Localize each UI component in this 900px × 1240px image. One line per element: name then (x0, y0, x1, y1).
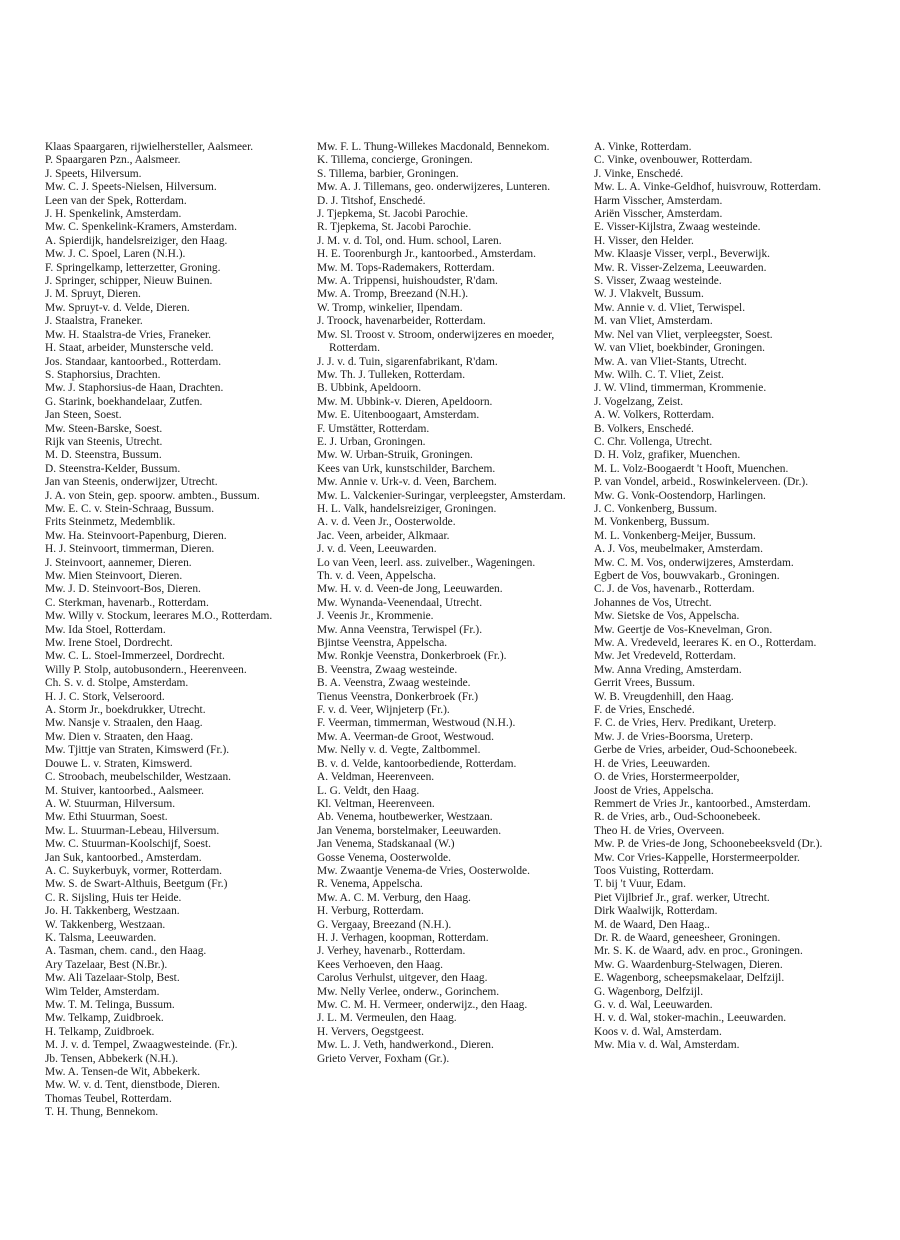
name-entry: F. Veerman, timmerman, Westwoud (N.H.). (317, 717, 516, 730)
name-entry: Mw. Steen-Barske, Soest. (45, 422, 163, 435)
name-list-column-2 (317, 141, 575, 1066)
name-entry: Ch. S. v. d. Stolpe, Amsterdam. (45, 677, 189, 690)
name-entry: M. L. Vonkenberg-Meijer, Bussum. (594, 529, 756, 542)
name-entry: P. van Vondel, arbeid., Roswinkelerveen. (Dr.). (594, 476, 809, 489)
name-entry: A. Veldman, Heerenveen. (317, 771, 435, 784)
name-entry: T. H. Thung, Bennekom. (45, 1106, 159, 1119)
name-entry: J. Veenis Jr., Krommenie. (317, 610, 434, 623)
name-entry: Mw. A. J. Tillemans, geo. onderwijzeres, Lunteren. (317, 181, 551, 194)
name-entry: Mw. Ha. Steinvoort-Papenburg, Dieren. (45, 529, 227, 542)
name-entry: D. Steenstra-Kelder, Bussum. (45, 462, 181, 475)
name-entry: Mw. C. Spenkelink-Kramers, Amsterdam. (45, 221, 237, 234)
name-entry: Wim Telder, Amsterdam. (45, 985, 160, 998)
name-entry: Jac. Veen, arbeider, Alkmaar. (317, 529, 450, 542)
name-entry: Ary Tazelaar, Best (N.Br.). (45, 958, 168, 971)
name-entry: Mw. Klaasje Visser, verpl., Beverwijk. (594, 248, 771, 261)
name-entry: Mw. Dien v. Straaten, den Haag. (45, 730, 194, 743)
name-entry: Mw. A. Trippensi, huishoudster, R'dam. (317, 275, 498, 288)
name-entry: Kl. Veltman, Heerenveen. (317, 797, 435, 810)
name-list-column-3 (594, 141, 876, 1053)
name-entry: W. J. Vlakvelt, Bussum. (594, 288, 704, 301)
name-entry: Mw. F. L. Thung-Willekes Macdonald, Bennekom. (317, 141, 550, 153)
name-entry: Thomas Teubel, Rotterdam. (45, 1092, 172, 1105)
name-entry: B. v. d. Velde, kantoorbediende, Rotterdam. (317, 757, 517, 770)
name-entry: H. L. Valk, handelsreiziger, Groningen. (317, 502, 497, 515)
name-entry: Mw. A. C. M. Verburg, den Haag. (317, 891, 471, 904)
name-entry: Mw. L. Valckenier-Suringar, verpleegster, Amsterdam. (317, 489, 566, 502)
name-entry: Mw. A. Vredeveld, leerares K. en O., Rotterdam. (594, 637, 817, 650)
name-entry: G. Vergaay, Breezand (N.H.). (317, 918, 452, 931)
name-entry: Mw. M. Ubbink-v. Dieren, Apeldoorn. (317, 395, 493, 408)
name-entry: B. Veenstra, Zwaag westeinde. (317, 663, 458, 676)
name-entry: Mw. Cor Vries-Kappelle, Horstermeerpolder. (594, 851, 800, 864)
name-entry: Mw. J. de Vries-Boorsma, Ureterp. (594, 730, 754, 743)
name-entry: C. R. Sijsling, Huis ter Heide. (45, 891, 182, 904)
name-entry: K. Tillema, concierge, Groningen. (317, 154, 473, 167)
name-entry: H. J. Steinvoort, timmerman, Dieren. (45, 543, 215, 556)
name-entry: F. Springelkamp, letterzetter, Groning. (45, 261, 221, 274)
name-entry: Mw. Annie v. Urk-v. d. Veen, Barchem. (317, 476, 497, 489)
name-entry: L. G. Veldt, den Haag. (317, 784, 420, 797)
name-entry: J. Springer, schipper, Nieuw Buinen. (45, 275, 213, 288)
name-entry: Mw. Nelly Verlee, onderw., Gorinchem. (317, 985, 500, 998)
name-entry: H. Telkamp, Zuidbroek. (45, 1025, 155, 1038)
name-entry: A. J. Vos, meubelmaker, Amsterdam. (594, 543, 764, 556)
name-entry: Mw. M. Tops-Rademakers, Rotterdam. (317, 261, 495, 274)
name-entry: M. de Waard, Den Haag.. (594, 918, 710, 931)
name-entry: R. Venema, Appelscha. (317, 878, 423, 891)
name-entry: S. Visser, Zwaag westeinde. (594, 275, 722, 288)
name-entry: Mw. E. Uitenboogaart, Amsterdam. (317, 409, 480, 422)
name-entry: G. Starink, boekhandelaar, Zutfen. (45, 395, 203, 408)
name-entry: Mw. C. M. H. Vermeer, onderwijz., den Haag. (317, 999, 528, 1011)
name-list-column-1 (45, 141, 307, 1120)
name-entry: Mw. Ida Stoel, Rotterdam. (45, 623, 166, 636)
name-entry: C. Stroobach, meubelschilder, Westzaan. (45, 771, 231, 784)
name-entry: Gerbe de Vries, arbeider, Oud-Schoonebeek. (594, 744, 798, 757)
name-entry: W. B. Vreugdenhill, den Haag. (594, 690, 734, 703)
name-entry: Remmert de Vries Jr., kantoorbed., Amsterdam. (594, 797, 811, 810)
name-entry: K. Talsma, Leeuwarden. (45, 931, 157, 944)
name-entry: Mw. J. Staphorsius-de Haan, Drachten. (45, 382, 224, 395)
name-entry: Mw. Sietske de Vos, Appelscha. (594, 610, 740, 623)
name-entry: W. van Vliet, boekbinder, Groningen. (594, 342, 766, 355)
name-entry: Mw. Mien Steinvoort, Dieren. (45, 570, 183, 582)
name-entry: P. Spaargaren Pzn., Aalsmeer. (45, 154, 181, 167)
name-entry: E. J. Urban, Groningen. (317, 435, 426, 448)
name-entry: D. J. Titshof, Enschedé. (317, 194, 426, 207)
name-entry: Mw. L. Stuurman-Lebeau, Hilversum. (45, 824, 220, 837)
name-entry: A. W. Stuurman, Hilversum. (45, 797, 176, 810)
name-entry: Mw. Tjittje van Straten, Kimswerd (Fr.). (45, 744, 230, 757)
name-entry: A. W. Volkers, Rotterdam. (594, 409, 715, 422)
name-entry: Willy P. Stolp, autobusondern., Heerenveen. (45, 663, 247, 676)
name-entry: Mw. Mia v. d. Wal, Amsterdam. (594, 1039, 740, 1052)
name-entry: Kees van Urk, kunstschilder, Barchem. (317, 462, 496, 475)
name-entry: Mw. Annie v. d. Vliet, Terwispel. (594, 301, 746, 314)
name-entry: H. Verburg, Rotterdam. (317, 905, 424, 918)
name-entry: Mw. J. C. Spoel, Laren (N.H.). (45, 248, 186, 261)
name-entry: Mw. G. Waardenburg-Stelwagen, Dieren. (594, 958, 783, 971)
name-entry: Theo H. de Vries, Overveen. (594, 824, 725, 837)
name-entry: Frits Steinmetz, Medemblik. (45, 516, 176, 529)
name-entry: J. Verhey, havenarb., Rotterdam. (317, 945, 466, 958)
name-entry: F. v. d. Veer, Wijnjeterp (Fr.). (317, 704, 450, 717)
name-entry: H. Ververs, Oegstgeest. (317, 1025, 425, 1038)
name-entry: F. de Vries, Enschedé. (594, 704, 695, 717)
name-entry: Mw. P. de Vries-de Jong, Schoonebeeksveld (Dr.). (594, 838, 823, 851)
name-entry: E. Visser-Kijlstra, Zwaag westeinde. (594, 221, 761, 234)
name-entry: Gerrit Vrees, Bussum. (594, 677, 695, 690)
name-entry: H. Staat, arbeider, Munstersche veld. (45, 342, 214, 355)
name-entry: Gosse Venema, Oosterwolde. (317, 851, 451, 864)
name-entry: J. W. Vlind, timmerman, Krommenie. (594, 382, 767, 395)
name-entry: Bjintse Veenstra, Appelscha. (317, 637, 448, 650)
name-entry: Mw. Zwaantje Venema-de Vries, Oosterwolde. (317, 864, 530, 877)
name-entry: Mw. Wynanda-Veenendaal, Utrecht. (317, 596, 483, 609)
name-entry: C. Chr. Vollenga, Utrecht. (594, 435, 713, 448)
name-entry: Mw. Spruyt-v. d. Velde, Dieren. (45, 301, 190, 314)
name-entry: A. Tasman, chem. cand., den Haag. (45, 945, 207, 958)
name-entry: Mw. A. Tensen-de Wit, Abbekerk. (45, 1066, 201, 1079)
name-entry: A. Spierdijk, handelsreiziger, den Haag. (45, 234, 228, 247)
name-entry: J. Troock, havenarbeider, Rotterdam. (317, 315, 486, 328)
name-entry: Mw. Ronkje Veenstra, Donkerbroek (Fr.). (317, 650, 507, 663)
name-entry: Jos. Standaar, kantoorbed., Rotterdam. (45, 355, 222, 368)
name-entry: Mw. H. v. d. Veen-de Jong, Leeuwarden. (317, 583, 503, 596)
name-entry: Mw. L. J. Veth, handwerkond., Dieren. (317, 1039, 494, 1052)
name-entry: Joost de Vries, Appelscha. (594, 784, 714, 797)
name-entry: Mw. Anna Veenstra, Terwispel (Fr.). (317, 623, 483, 636)
name-entry: Dr. R. de Waard, geneesheer, Groningen. (594, 931, 781, 944)
name-entry: Jo. H. Takkenberg, Westzaan. (45, 905, 180, 918)
name-entry: Mw. Anna Vreding, Amsterdam. (594, 663, 742, 676)
name-entry: H. J. C. Stork, Velseroord. (45, 690, 165, 703)
name-entry: J. A. von Stein, gep. spoorw. ambten., Bussum. (45, 489, 260, 502)
name-entry: W. Takkenberg, Westzaan. (45, 918, 166, 931)
name-entry: Piet Vijlbrief Jr., graf. werker, Utrecht. (594, 891, 770, 904)
name-entry: Mw. W. v. d. Tent, dienstbode, Dieren. (45, 1079, 220, 1092)
name-entry: A. C. Suykerbuyk, vormer, Rotterdam. (45, 864, 223, 877)
name-entry: E. Wagenborg, scheepsmakelaar, Delfzijl. (594, 972, 785, 985)
name-entry: Mw. Nelly v. d. Vegte, Zaltbommel. (317, 744, 481, 757)
name-entry: Koos v. d. Wal, Amsterdam. (594, 1025, 722, 1038)
name-entry: Mw. S. de Swart-Althuis, Beetgum (Fr.) (45, 878, 228, 891)
name-entry: Rijk van Steenis, Utrecht. (45, 435, 163, 448)
name-entry: Jan van Steenis, onderwijzer, Utrecht. (45, 476, 218, 489)
name-entry: A. Vinke, Rotterdam. (594, 141, 692, 153)
name-entry: Mw. Nel van Vliet, verpleegster, Soest. (594, 328, 773, 341)
name-entry: Mw. L. A. Vinke-Geldhof, huisvrouw, Rotterdam. (594, 181, 821, 194)
name-entry: R. de Vries, arb., Oud-Schoonebeek. (594, 811, 761, 824)
name-entry: J. v. d. Veen, Leeuwarden. (317, 543, 437, 556)
name-entry: H. J. Verhagen, koopman, Rotterdam. (317, 931, 489, 944)
name-entry: Mw. J. D. Steinvoort-Bos, Dieren. (45, 583, 201, 596)
name-entry: Jan Suk, kantoorbed., Amsterdam. (45, 851, 202, 864)
name-entry: B. Ubbink, Apeldoorn. (317, 382, 422, 395)
name-entry: Mw. C. M. Vos, onderwijzeres, Amsterdam. (594, 556, 794, 569)
name-entry: J. Tjepkema, St. Jacobi Parochie. (317, 208, 468, 221)
name-entry: J. Speets, Hilversum. (45, 167, 142, 180)
name-entry: Mw. C. Stuurman-Koolschijf, Soest. (45, 838, 212, 851)
name-entry: Harm Visscher, Amsterdam. (594, 194, 723, 207)
name-entry: Mr. S. K. de Waard, adv. en proc., Groningen. (594, 945, 803, 958)
name-entry: M. Stuiver, kantoorbed., Aalsmeer. (45, 784, 204, 797)
name-entry: Jan Steen, Soest. (45, 409, 122, 422)
name-entry: Jan Venema, borstelmaker, Leeuwarden. (317, 824, 502, 837)
name-entry: S. Tillema, barbier, Groningen. (317, 167, 459, 180)
name-entry: Mw. C. J. Speets-Nielsen, Hilversum. (45, 181, 217, 194)
name-entry: Carolus Verhulst, uitgever, den Haag. (317, 972, 488, 985)
name-entry: H. v. d. Wal, stoker-machin., Leeuwarden. (594, 1012, 787, 1025)
name-entry: J. Staalstra, Franeker. (45, 315, 143, 328)
name-entry: Mw. W. Urban-Struik, Groningen. (317, 449, 473, 462)
name-entry: Douwe L. v. Straten, Kimswerd. (45, 757, 193, 770)
name-entry: Mw. Jet Vredeveld, Rotterdam. (594, 650, 736, 663)
name-entry: M. J. v. d. Tempel, Zwaagwesteinde. (Fr.). (45, 1039, 238, 1052)
name-entry: Mw. A. Veerman-de Groot, Westwoud. (317, 730, 494, 743)
name-entry: Leen van der Spek, Rotterdam. (45, 194, 187, 207)
name-entry: Mw. Willy v. Stockum, leerares M.O., Rotterdam. (45, 610, 273, 623)
name-entry: Jan Venema, Stadskanaal (W.) (317, 838, 455, 851)
name-entry: Mw. Ali Tazelaar-Stolp, Best. (45, 972, 180, 985)
name-entry: W. Tromp, winkelier, Ilpendam. (317, 301, 463, 314)
name-entry: J. L. M. Vermeulen, den Haag. (317, 1012, 457, 1025)
name-entry: Klaas Spaargaren, rijwielhersteller, Aalsmeer. (45, 141, 254, 153)
name-entry: Jb. Tensen, Abbekerk (N.H.). (45, 1052, 179, 1065)
name-entry: J. Vinke, Enschedé. (594, 167, 684, 180)
name-entry: Lo van Veen, leerl. ass. zuivelber., Wageningen. (317, 556, 536, 569)
name-entry: C. Vinke, ovenbouwer, Rotterdam. (594, 154, 753, 167)
name-entry: Dirk Waalwijk, Rotterdam. (594, 905, 718, 918)
name-entry: Mw. G. Vonk-Oostendorp, Harlingen. (594, 489, 766, 502)
name-entry: F. C. de Vries, Herv. Predikant, Ureterp. (594, 717, 777, 730)
name-entry: J. Steinvoort, aannemer, Dieren. (45, 556, 192, 569)
name-entry: M. D. Steenstra, Bussum. (45, 449, 162, 462)
name-entry: A. v. d. Veen Jr., Oosterwolde. (317, 516, 456, 529)
name-entry: Mw. A. Tromp, Breezand (N.H.). (317, 288, 469, 301)
name-entry: Mw. Wilh. C. T. Vliet, Zeist. (594, 368, 724, 381)
name-entry: Mw. Sl. Troost v. Stroom, onderwijzeres en moeder, Rotterdam. (317, 328, 555, 355)
name-entry: J. J. v. d. Tuin, sigarenfabrikant, R'dam. (317, 355, 498, 368)
name-entry: H. Visser, den Helder. (594, 234, 694, 247)
name-entry: M. van Vliet, Amsterdam. (594, 315, 713, 328)
name-entry: M. Vonkenberg, Bussum. (594, 516, 710, 529)
name-entry: G. v. d. Wal, Leeuwarden. (594, 999, 713, 1011)
name-entry: R. Tjepkema, St. Jacobi Parochie. (317, 221, 472, 234)
name-entry: Mw. A. van Vliet-Stants, Utrecht. (594, 355, 747, 368)
name-entry: T. bij 't Vuur, Edam. (594, 878, 686, 891)
name-entry: Mw. Irene Stoel, Dordrecht. (45, 637, 173, 650)
name-entry: Toos Vuisting, Rotterdam. (594, 864, 714, 877)
name-entry: Mw. T. M. Telinga, Bussum. (45, 999, 175, 1011)
name-entry: Mw. Geertje de Vos-Knevelman, Gron. (594, 623, 773, 636)
name-entry: Egbert de Vos, bouwvakarb., Groningen. (594, 570, 780, 582)
name-entry: H. E. Toorenburgh Jr., kantoorbed., Amsterdam. (317, 248, 536, 261)
name-entry: Mw. Ethi Stuurman, Soest. (45, 811, 168, 824)
name-entry: J. M. Spruyt, Dieren. (45, 288, 141, 301)
name-entry: Mw. Th. J. Tulleken, Rotterdam. (317, 368, 466, 381)
name-entry: Mw. R. Visser-Zelzema, Leeuwarden. (594, 261, 767, 274)
name-entry: D. H. Volz, grafiker, Muenchen. (594, 449, 741, 462)
name-entry: B. Volkers, Enschedé. (594, 422, 694, 435)
name-entry: H. de Vries, Leeuwarden. (594, 757, 711, 770)
name-entry: J. Vogelzang, Zeist. (594, 395, 684, 408)
name-entry: Mw. C. L. Stoel-Immerzeel, Dordrecht. (45, 650, 225, 663)
name-entry: C. J. de Vos, havenarb., Rotterdam. (594, 583, 755, 596)
name-entry: Mw. Nansje v. Straalen, den Haag. (45, 717, 203, 730)
name-entry: Johannes de Vos, Utrecht. (594, 596, 712, 609)
name-entry: O. de Vries, Horstermeerpolder, (594, 771, 740, 784)
name-entry: J. H. Spenkelink, Amsterdam. (45, 208, 182, 221)
name-entry: Kees Verhoeven, den Haag. (317, 958, 443, 971)
name-entry: Ab. Venema, houtbewerker, Westzaan. (317, 811, 493, 824)
name-entry: J. M. v. d. Tol, ond. Hum. school, Laren. (317, 234, 502, 247)
name-entry: Grieto Verver, Foxham (Gr.). (317, 1052, 450, 1065)
name-entry: Ariën Visscher, Amsterdam. (594, 208, 723, 221)
name-entry: J. C. Vonkenberg, Bussum. (594, 502, 718, 515)
name-entry: S. Staphorsius, Drachten. (45, 368, 161, 381)
name-entry: Th. v. d. Veen, Appelscha. (317, 570, 436, 582)
name-entry: M. L. Volz-Boogaerdt 't Hooft, Muenchen. (594, 462, 789, 475)
name-entry: Mw. Telkamp, Zuidbroek. (45, 1012, 164, 1025)
name-entry: Mw. E. C. v. Stein-Schraag, Bussum. (45, 502, 215, 515)
name-entry: G. Wagenborg, Delfzijl. (594, 985, 704, 998)
name-entry: A. Storm Jr., boekdrukker, Utrecht. (45, 704, 206, 717)
name-entry: B. A. Veenstra, Zwaag westeinde. (317, 677, 471, 690)
name-entry: C. Sterkman, havenarb., Rotterdam. (45, 596, 209, 609)
name-entry: Mw. H. Staalstra-de Vries, Franeker. (45, 328, 212, 341)
name-entry: Tienus Veenstra, Donkerbroek (Fr.) (317, 690, 479, 703)
name-entry: F. Umstätter, Rotterdam. (317, 422, 430, 435)
